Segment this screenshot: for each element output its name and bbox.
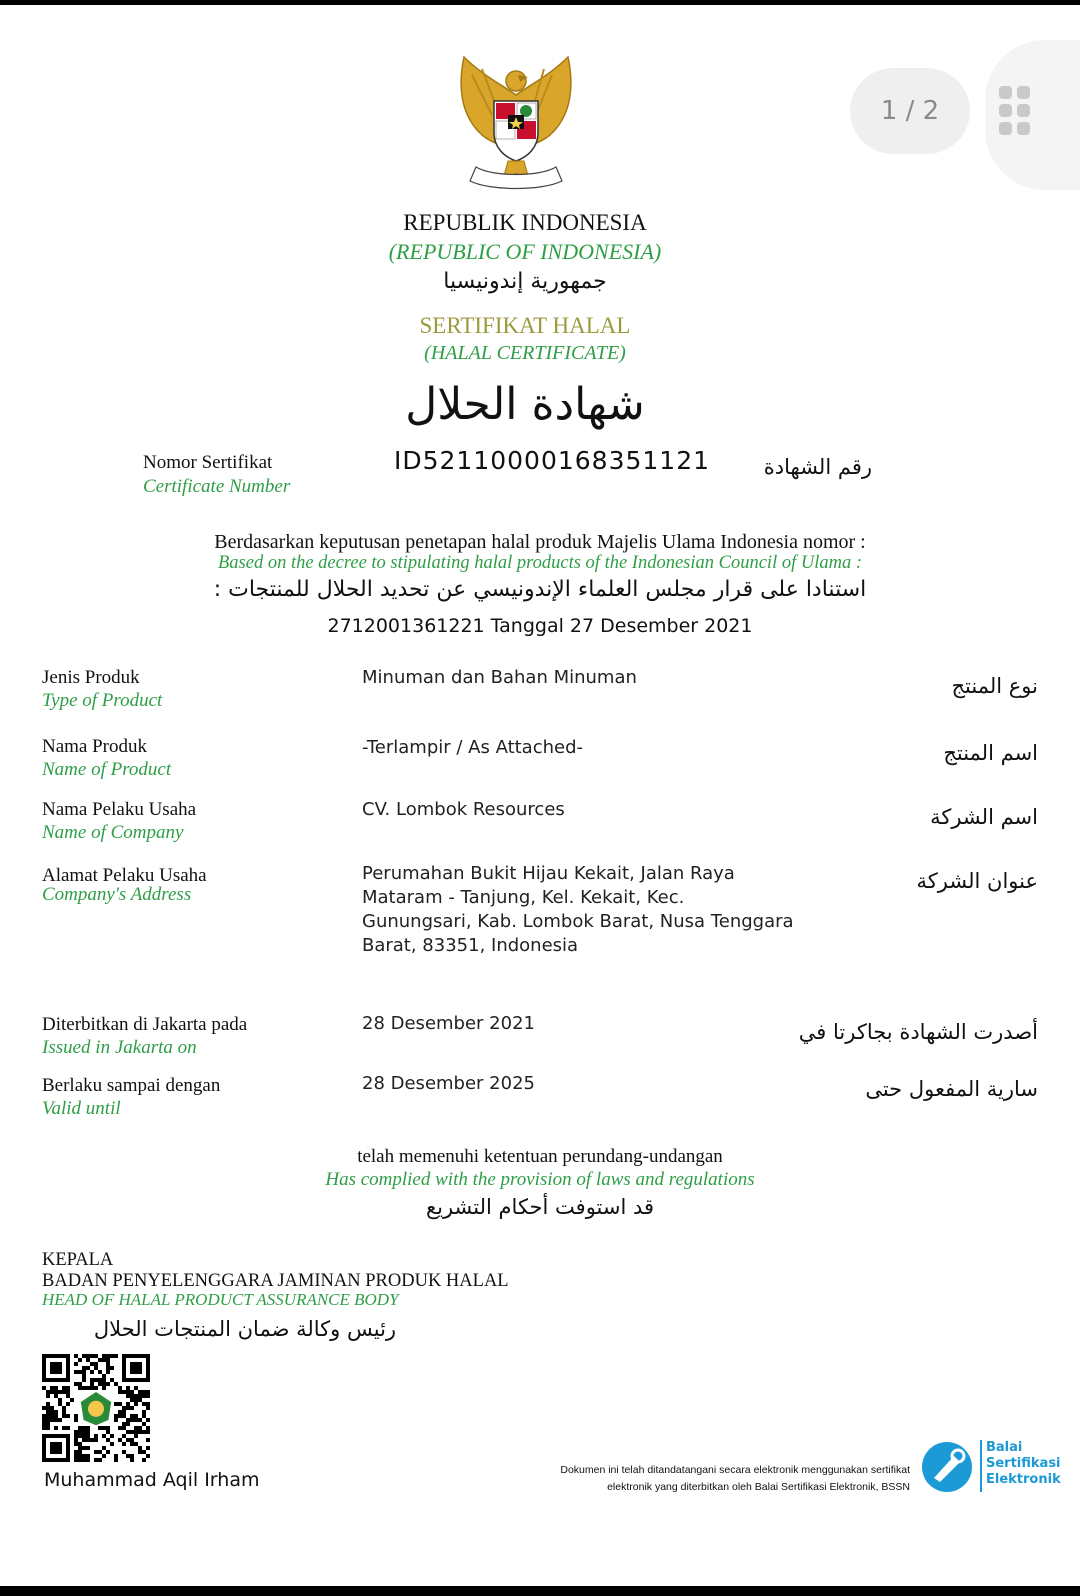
field-label-ar: اسم الشركة xyxy=(930,805,1038,829)
field-label-ar: سارية المفعول حتى xyxy=(865,1077,1038,1101)
field-label-id: Alamat Pelaku Usaha xyxy=(42,865,207,886)
esign-note-line-1: Dokumen ini telah ditandatangani secara elektronik menggunakan sertifikat xyxy=(560,1464,910,1476)
field-label-id: Berlaku sampai dengan xyxy=(42,1075,221,1096)
field-label-id: Nama Pelaku Usaha xyxy=(42,799,197,820)
field-label-en: Valid until xyxy=(42,1098,121,1119)
country-title-ar: جمهورية إندونيسيا xyxy=(443,269,607,294)
certificate-title-en: (HALAL CERTIFICATE) xyxy=(424,342,626,364)
field-label-ar: اسم المنتج xyxy=(943,741,1038,765)
compliance-line-en: Has complied with the provision of laws and regulations xyxy=(325,1169,755,1190)
bottom-edge xyxy=(0,1586,1080,1596)
field-label-en: Name of Company xyxy=(42,822,184,843)
bsre-line-1: Balai xyxy=(986,1440,1023,1455)
certificate-number-label-id: Nomor Sertifikat xyxy=(143,452,273,473)
field-label-ar: نوع المنتج xyxy=(951,674,1038,698)
signatory-name: Muhammad Aqil Irham xyxy=(44,1469,260,1491)
signatory-title-1: KEPALA xyxy=(42,1250,114,1270)
bsre-line-2: Sertifikasi xyxy=(986,1456,1061,1471)
certificate-title-ar: شهادة الحلال xyxy=(405,379,645,430)
top-edge xyxy=(0,0,1080,5)
field-value: Minuman dan Bahan Minuman xyxy=(362,667,637,688)
field-value: CV. Lombok Resources xyxy=(362,799,565,820)
signatory-title-2: BADAN PENYELENGGARA JAMINAN PRODUK HALAL xyxy=(42,1271,509,1291)
field-label-id: Diterbitkan di Jakarta pada xyxy=(42,1014,248,1035)
bsre-divider xyxy=(980,1440,982,1492)
signatory-title-ar: رئيس وكالة ضمان المنتجات الحلال xyxy=(93,1317,397,1341)
signatory-title-en: HEAD OF HALAL PRODUCT ASSURANCE BODY xyxy=(42,1290,399,1309)
more-options-button[interactable] xyxy=(985,40,1080,190)
page-indicator: 1 / 2 xyxy=(850,68,970,154)
qr-code-icon xyxy=(42,1354,150,1462)
field-label-id: Jenis Produk xyxy=(42,667,140,688)
bsre-logo-text xyxy=(986,1440,1061,1488)
compliance-line-id: telah memenuhi ketentuan perundang-undangan xyxy=(357,1146,723,1167)
country-title-en: (REPUBLIC OF INDONESIA) xyxy=(388,239,662,264)
compliance-line-ar: قد استوفت أحكام التشريع xyxy=(425,1195,655,1219)
decree-line-id: Berdasarkan keputusan penetapan halal produk Majelis Ulama Indonesia nomor : xyxy=(214,531,866,553)
bsre-line-3: Elektronik xyxy=(986,1472,1061,1487)
esign-note-line-2: elektronik yang diterbitkan oleh Balai Sertifikasi Elektronik, BSSN xyxy=(607,1481,910,1493)
field-label-en: Name of Product xyxy=(42,759,172,780)
country-title-id: REPUBLIK INDONESIA xyxy=(403,210,647,235)
certificate-number-label-en: Certificate Number xyxy=(143,476,291,497)
field-label-en: Type of Product xyxy=(42,690,163,711)
garuda-emblem-icon xyxy=(452,55,580,195)
field-value-line: Perumahan Bukit Hijau Kekait, Jalan Raya xyxy=(362,863,735,884)
certificate-number: ID52110000168351121 xyxy=(394,446,711,475)
bsre-logo-icon xyxy=(920,1440,974,1494)
field-value: 28 Desember 2025 xyxy=(362,1073,535,1094)
field-label-en: Issued in Jakarta on xyxy=(42,1037,197,1058)
field-value-line: Barat, 83351, Indonesia xyxy=(362,935,579,956)
certificate-number-label-ar: رقم الشهادة xyxy=(763,455,872,479)
decree-line-en: Based on the decree to stipulating halal products of the Indonesian Council of Ulama : xyxy=(218,553,862,573)
field-label-ar: أصدرت الشهادة بجاكرتا في xyxy=(798,1020,1038,1044)
decree-number-date: 2712001361221 Tanggal 27 Desember 2021 xyxy=(327,615,753,637)
certificate-title-id: SERTIFIKAT HALAL xyxy=(419,313,631,338)
field-value-line: Mataram - Tanjung, Kel. Kekait, Kec. xyxy=(362,887,685,908)
field-label-en: Company's Address xyxy=(42,884,192,905)
field-value: -Terlampir / As Attached- xyxy=(362,737,584,758)
decree-line-ar: استنادا على قرار مجلس العلماء الإندونيسي عن تحديد الحلال للمنتجات : xyxy=(213,577,867,602)
field-label-ar: عنوان الشركة xyxy=(916,869,1038,893)
field-value-line: Gunungsari, Kab. Lombok Barat, Nusa Tenggara xyxy=(362,911,794,932)
field-label-id: Nama Produk xyxy=(42,736,148,757)
field-value: 28 Desember 2021 xyxy=(362,1013,535,1034)
